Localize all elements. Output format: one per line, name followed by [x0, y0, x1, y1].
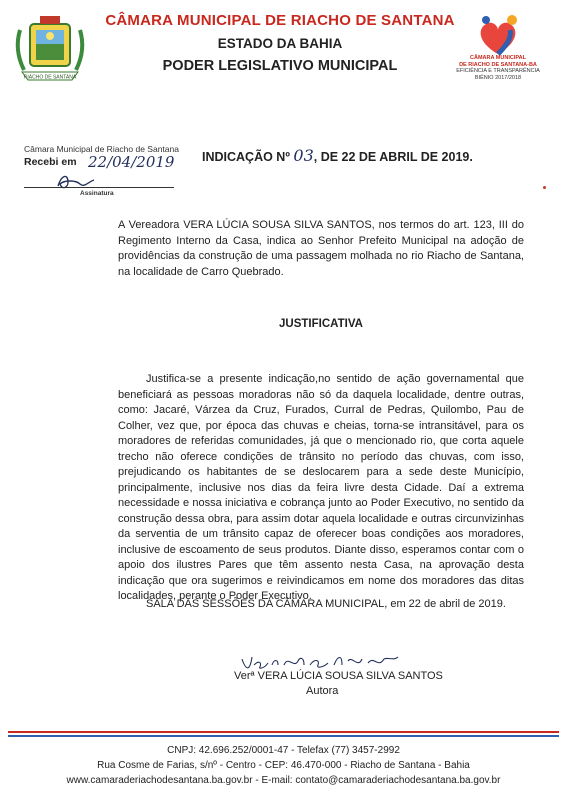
chamber-title: CÂMARA MUNICIPAL DE RIACHO DE SANTANA [105, 12, 455, 29]
indication-heading [202, 146, 473, 165]
crest-banner-text: RIACHO DE SANTANA [23, 74, 77, 81]
footer-divider-red [8, 731, 559, 733]
session-hall-line: SALA DAS SESSÕES DA CÂMARA MUNICIPAL, em 22 de abril de 2019. [146, 598, 506, 610]
logo-caption-line4: BIÊNIO 2017/2018 [474, 74, 522, 81]
justification-text: Justifica-se a presente indicação,no sentido de ação governamental que beneficiará as pessoas moradoras não só da daquela localidade, dentre outras, como: Jacaré, Várzea da Cruz, Furados, Curral de Pedras, Quilombo, Pau de Colher, vez que, por época das chuvas e cheias, torna-se intransitável, para os moradores de referidas comunidades, já que o mencionado rio, que corta aquele trecho não oferece condições de trânsito no período das chuvas, com isso, prejudicando os habitantes de se deslocarem para a sede deste Município, principalmente, inclusive nos dias da feira livre desta Cidade. Daí a extrema necessidade e nossa iniciativa e cobrança junto ao Poder Executivo, no sentido da construção dessa obra, para assim dotar aquela localidade e outras circunvizinhas da serventia de um trânsito capaz de oferecer boas condições aos moradores, inclusive de escoamento de seus produtos. Diante disso, esperamos contar com o apoio dos ilustres Pares que têm assento nesta Casa, na aprovação desta indicação que ora sugerimos e reivindicamos em nome dos moradores das ditas localidades, perante o Poder Executivo. [118, 373, 524, 602]
stamp-signature-label: Assinatura [80, 190, 114, 197]
ink-mark [543, 186, 546, 189]
chamber-logo-caption [452, 55, 544, 81]
logo-caption-line3: EFICIÊNCIA E TRANSPARÊNCIA [456, 68, 540, 74]
municipal-crest-logo [10, 10, 90, 85]
footer-cnpj-phone: CNPJ: 42.696.252/0001-47 - Telefax (77) 3457-2992 [167, 745, 400, 756]
logo-caption-line1: CÂMARA MUNICIPAL [470, 55, 526, 61]
branch-subtitle: PODER LEGISLATIVO MUNICIPAL [162, 58, 398, 74]
indication-paragraph: A Vereadora VERA LÚCIA SOUSA SILVA SANTOS, nos termos do art. 123, III do Regimento Interno da Casa, indica ao Senhor Prefeito Municipal na adoção de providências da construção de uma passagem molhada no rio Riacho de Santana, na localidade de Carro Quebrado. [118, 219, 524, 278]
justification-paragraph [118, 372, 524, 605]
footer-address: Rua Cosme de Farias, s/nº - Centro - CEP: 46.470-000 - Riacho de Santana - Bahia [97, 760, 470, 771]
stamp-signature-line [24, 187, 174, 188]
justification-heading: JUSTIFICATIVA [279, 318, 363, 330]
footer-web-email: www.camaraderiachodesantana.ba.gov.br - E-mail: contato@camaraderiachodesantana.ba.gov.br [66, 775, 501, 786]
indication-prefix: INDICAÇÃO Nº [202, 150, 290, 164]
indication-date: , DE 22 DE ABRIL DE 2019. [313, 150, 473, 164]
indication-number: 03 [293, 146, 314, 165]
author-name: Verª VERA LÚCIA SOUSA SILVA SANTOS [234, 670, 443, 682]
footer-divider-blue [8, 735, 559, 737]
stamp-signature-scribble [54, 172, 98, 192]
stamp-organization: Câmara Municipal de Riacho de Santana [24, 144, 179, 154]
stamp-received-date: 22/04/2019 [88, 153, 175, 171]
logo-caption-line2: DE RIACHO DE SANTANA-BA [459, 61, 537, 68]
state-subtitle: ESTADO DA BAHIA [217, 36, 343, 51]
author-role: Autora [306, 685, 339, 697]
stamp-received-label: Recebi em [24, 156, 77, 168]
